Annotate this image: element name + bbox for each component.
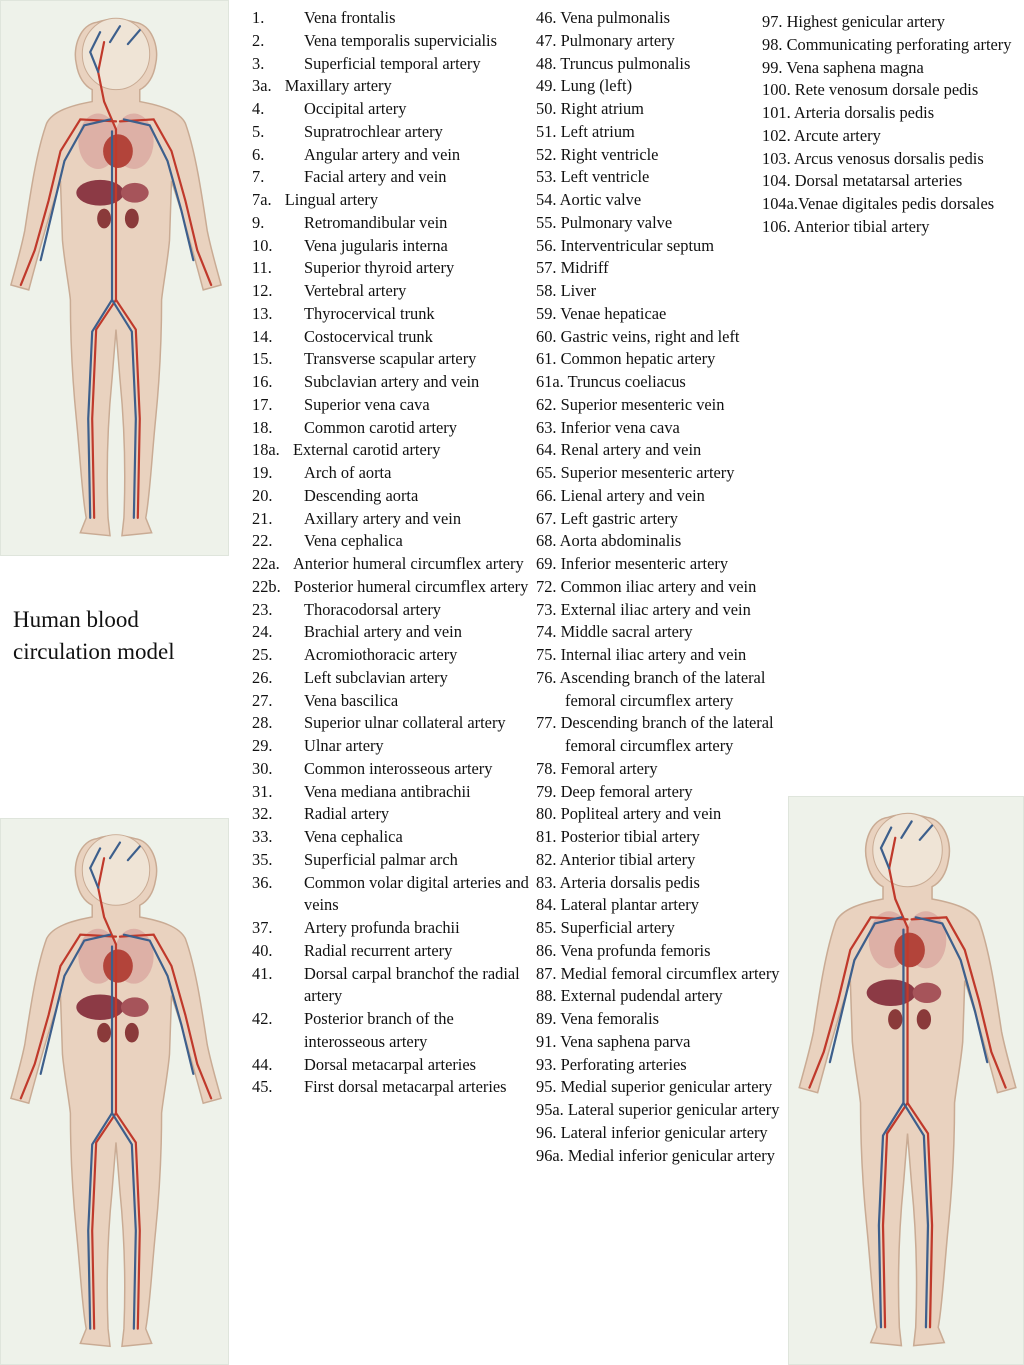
legend-item: [252, 75, 532, 98]
legend-item: [252, 7, 532, 30]
legend-item-number: 23.: [252, 599, 273, 619]
legend-item-text: Brachial artery and vein: [304, 622, 462, 642]
legend-item-number: 37.: [252, 918, 273, 937]
legend-item-number: 21.: [252, 508, 273, 528]
legend-item: 76. Ascending branch of the lateral femoral circumflex artery: [536, 667, 766, 710]
legend-item: [252, 758, 532, 781]
legend-item: [252, 576, 532, 599]
legend-item: 49. Lung (left): [536, 76, 633, 96]
legend-item-number: 9.: [252, 212, 265, 232]
legend-item-text: Radial recurrent artery: [304, 940, 453, 960]
head: [82, 18, 149, 89]
legend-item-text: Common volar digital arteries and veins: [304, 872, 529, 915]
legend-item: 103. Arcus venosus dorsalis pedis: [762, 148, 984, 168]
legend-item: 95a. Lateral superior genicular artery: [536, 1100, 780, 1119]
legend-item: 106. Anterior tibial artery: [762, 216, 930, 236]
legend-item-number: 33.: [252, 827, 273, 846]
legend-item: 81. Posterior tibial artery: [536, 827, 700, 846]
legend-item-text: Vena mediana antibrachii: [304, 781, 471, 801]
legend-item: [252, 371, 532, 394]
legend-item: [252, 1054, 532, 1077]
legend-item: 53. Left ventricle: [536, 167, 650, 187]
legend-item-text: Dorsal metacarpal arteries: [304, 1054, 477, 1074]
legend-item-number: 13.: [252, 303, 273, 323]
legend-item: [252, 599, 532, 622]
legend-item: [252, 803, 532, 826]
legend-item: [252, 508, 532, 531]
legend-item-number: 44.: [252, 1054, 273, 1074]
legend-item-number: 15.: [252, 349, 273, 369]
model-photo-bottom-right: [788, 796, 1024, 1365]
legend-item: 67. Left gastric artery: [536, 508, 678, 528]
legend-item-text: Superior ulnar collateral artery: [304, 713, 506, 733]
legend-item: 91. Vena saphena parva: [536, 1031, 691, 1051]
legend-item: 83. Arteria dorsalis pedis: [536, 872, 700, 892]
legend-item: [252, 189, 532, 212]
legend-item-text: Descending aorta: [304, 485, 419, 505]
legend-item-number: 18a.: [252, 440, 288, 460]
legend-item-number: 26.: [252, 667, 273, 687]
legend-item-number: 1.: [252, 8, 265, 27]
legend-item: 77. Descending branch of the lateral femoral circumflex artery: [536, 713, 774, 755]
legend-item-number: 17.: [252, 394, 273, 414]
legend-item-number: 16.: [252, 372, 273, 391]
legend-item-number: 42.: [252, 1009, 273, 1028]
legend-item: [252, 621, 532, 644]
legend-item: [252, 348, 532, 371]
legend-item: [252, 644, 532, 667]
legend-item: [252, 735, 532, 758]
legend-item: [252, 326, 532, 349]
legend-item-text: Maxillary artery: [284, 76, 392, 96]
heart: [894, 933, 925, 968]
legend-item: 57. Midriff: [536, 258, 609, 278]
legend-item: [252, 1076, 532, 1099]
legend-item: 59. Venae hepaticae: [536, 303, 667, 323]
legend-item-text: Vena cephalica: [304, 827, 403, 846]
legend-item-number: 22a.: [252, 554, 288, 573]
legend-item: 52. Right ventricle: [536, 144, 659, 164]
legend-item-text: Artery profunda brachii: [304, 918, 460, 937]
legend-item: 74. Middle sacral artery: [536, 622, 693, 642]
model-photo-top: [0, 0, 229, 556]
legend-item: 66. Lienal artery and vein: [536, 485, 705, 505]
legend-item: 96. Lateral inferior genicular artery: [536, 1122, 768, 1142]
legend-item: 61a. Truncus coeliacus: [536, 372, 686, 391]
legend-item: 55. Pulmonary valve: [536, 212, 673, 232]
legend-item: [252, 1008, 532, 1054]
legend-item: [252, 530, 532, 553]
legend-item: [252, 212, 532, 235]
legend-item-text: Superficial temporal artery: [304, 53, 481, 73]
legend-item: 46. Vena pulmonalis: [536, 8, 670, 27]
legend-item-text: Arch of aorta: [304, 463, 392, 482]
legend-item-number: 22b.: [252, 576, 289, 596]
legend-item-number: 11.: [252, 258, 272, 278]
legend-item: [252, 826, 532, 849]
kidney-right: [97, 209, 111, 229]
heart: [103, 949, 133, 982]
legend-item: 100. Rete venosum dorsale pedis: [762, 80, 979, 100]
legend-item-text: Ulnar artery: [304, 736, 384, 755]
legend-item: 80. Popliteal artery and vein: [536, 804, 722, 824]
legend-item-text: Supratrochlear artery: [304, 121, 443, 141]
legend-item-number: 3a.: [252, 76, 280, 96]
legend-item: [252, 485, 532, 508]
legend-item-number: 7.: [252, 167, 265, 187]
legend-item-number: 28.: [252, 713, 273, 733]
legend-item: 104a.Venae digitales pedis dorsales: [762, 194, 995, 213]
legend-item: 97. Highest genicular artery: [762, 12, 945, 31]
legend-item: 96a. Medial inferior genicular artery: [536, 1145, 775, 1165]
legend-item-number: 40.: [252, 940, 273, 960]
caption: [13, 604, 218, 668]
legend-item-text: Radial artery: [304, 804, 390, 824]
legend-item-number: 35.: [252, 849, 273, 869]
legend-column-2: [536, 7, 786, 1167]
legend-item: 65. Superior mesenteric artery: [536, 463, 735, 482]
legend-item: 78. Femoral artery: [536, 758, 658, 778]
legend-item-number: 25.: [252, 645, 273, 664]
legend-item: [252, 462, 532, 485]
stomach: [121, 997, 149, 1017]
legend-item: 79. Deep femoral artery: [536, 781, 693, 801]
legend-item: [252, 257, 532, 280]
legend-item: 75. Internal iliac artery and vein: [536, 645, 747, 664]
legend-item: [252, 963, 532, 1009]
legend-item-text: Occipital artery: [304, 99, 407, 118]
head: [82, 835, 149, 906]
legend-item-text: Posterior branch of the interosseous artery: [304, 1009, 454, 1051]
legend-item: 88. External pudendal artery: [536, 986, 723, 1006]
kidney-right: [97, 1023, 111, 1043]
legend-item-text: First dorsal metacarpal arteries: [304, 1077, 507, 1097]
legend-item-text: Acromiothoracic artery: [304, 645, 458, 664]
legend-column-3: [762, 11, 1024, 239]
legend-item-text: Vena cephalica: [304, 531, 403, 551]
legend-item: 87. Medial femoral circumflex artery: [536, 963, 780, 983]
legend-item: [252, 394, 532, 417]
legend-item-number: 31.: [252, 781, 273, 801]
legend-item-text: External carotid artery: [292, 440, 441, 460]
legend-item-number: 4.: [252, 99, 265, 118]
legend-item: [252, 940, 532, 963]
legend-item-text: Posterior humeral circumflex artery: [293, 576, 529, 596]
legend-item-text: Common interosseous artery: [304, 758, 493, 778]
legend-item: 82. Anterior tibial artery: [536, 849, 696, 869]
legend-item-number: 6.: [252, 144, 265, 164]
legend-item-number: 20.: [252, 485, 273, 505]
stomach: [913, 983, 942, 1003]
body-model-illustration: [1, 1, 228, 555]
legend-item: [252, 553, 532, 576]
legend-item-text: Vena temporalis supervicialis: [304, 30, 497, 50]
kidney-left: [917, 1009, 931, 1029]
legend-item: [252, 872, 532, 918]
legend-item: 50. Right atrium: [536, 99, 644, 118]
legend-item-number: 30.: [252, 758, 273, 778]
legend-item-text: Costocervical trunk: [304, 326, 433, 346]
legend-item-text: Vertebral artery: [304, 281, 407, 300]
legend-item-text: Angular artery and vein: [304, 144, 461, 164]
legend-item-number: 32.: [252, 804, 273, 824]
legend-item-text: Thoracodorsal artery: [304, 599, 441, 619]
legend-column-1: [252, 7, 532, 1099]
legend-item-number: 22.: [252, 531, 273, 551]
legend-item-number: 41.: [252, 963, 273, 983]
legend-item-text: Left subclavian artery: [304, 667, 448, 687]
legend-item-text: Axillary artery and vein: [304, 508, 462, 528]
kidney-left: [125, 1023, 139, 1043]
legend-item: 54. Aortic valve: [536, 190, 642, 209]
legend-item-number: 27.: [252, 690, 273, 710]
legend-item: 102. Arcute artery: [762, 125, 881, 145]
legend-item: [252, 144, 532, 167]
legend-item: 104. Dorsal metatarsal arteries: [762, 171, 963, 191]
legend-item: 72. Common iliac artery and vein: [536, 576, 757, 596]
legend-item: 58. Liver: [536, 281, 597, 300]
legend-item-text: Lingual artery: [284, 190, 379, 209]
legend-item: 86. Vena profunda femoris: [536, 940, 711, 960]
legend-item: [252, 690, 532, 713]
legend-item-text: Thyrocervical trunk: [304, 303, 435, 323]
legend-item-text: Anterior humeral circumflex artery: [292, 554, 524, 573]
legend-item: 51. Left atrium: [536, 121, 635, 141]
legend-item-number: 36.: [252, 872, 273, 892]
kidney-left: [125, 209, 139, 229]
legend-item: [252, 417, 532, 440]
legend-item-text: Superficial palmar arch: [304, 849, 458, 869]
legend-item-number: 5.: [252, 121, 265, 141]
legend-item-number: 12.: [252, 281, 273, 300]
legend-item-text: Facial artery and vein: [304, 167, 447, 187]
legend-item: 69. Inferior mesenteric artery: [536, 554, 729, 573]
legend-item-number: 18.: [252, 417, 273, 437]
legend-item: [252, 121, 532, 144]
caption-line-1: Human blood: [13, 607, 139, 632]
legend-item: 61. Common hepatic artery: [536, 349, 716, 369]
legend-item: [252, 439, 532, 462]
legend-item-number: 10.: [252, 235, 273, 255]
legend-item: [252, 712, 532, 735]
legend-item-text: Superior thyroid artery: [304, 258, 455, 278]
legend-item-text: Common carotid artery: [304, 417, 457, 437]
legend-item: 62. Superior mesenteric vein: [536, 394, 725, 414]
legend-item-number: 29.: [252, 736, 273, 755]
heart: [103, 134, 133, 168]
legend-item: 101. Arteria dorsalis pedis: [762, 103, 935, 122]
legend-item: [252, 280, 532, 303]
legend-item: [252, 917, 532, 940]
legend-item-text: Vena frontalis: [304, 8, 396, 27]
legend-item: [252, 667, 532, 690]
legend-item: [252, 98, 532, 121]
legend-item-number: 2.: [252, 30, 265, 50]
legend-item: 56. Interventricular septum: [536, 235, 714, 255]
legend-item-number: 3.: [252, 53, 265, 73]
body-model-illustration: [1, 819, 228, 1364]
legend-item-number: 24.: [252, 622, 273, 642]
legend-item: [252, 30, 532, 53]
legend-item-number: 7a.: [252, 190, 280, 209]
legend-item-text: Retromandibular vein: [304, 212, 448, 232]
stomach: [121, 183, 149, 203]
legend-item: [252, 235, 532, 258]
legend-item-text: Vena jugularis interna: [304, 235, 448, 255]
legend-item-text: Transverse scapular artery: [304, 349, 477, 369]
legend-item: [252, 781, 532, 804]
legend-item: [252, 166, 532, 189]
legend-item: 48. Truncus pulmonalis: [536, 53, 691, 73]
legend-item-text: Subclavian artery and vein: [304, 372, 480, 391]
kidney-right: [888, 1009, 902, 1029]
legend-item: [252, 849, 532, 872]
legend-item: 85. Superficial artery: [536, 918, 675, 937]
legend-item: 89. Vena femoralis: [536, 1009, 660, 1028]
legend-item: 73. External iliac artery and vein: [536, 599, 751, 619]
body-model-illustration: [789, 797, 1023, 1364]
legend-item: 95. Medial superior genicular artery: [536, 1077, 773, 1097]
legend-item: 64. Renal artery and vein: [536, 440, 702, 460]
legend-item: 68. Aorta abdominalis: [536, 531, 682, 551]
legend-item-number: 19.: [252, 463, 273, 482]
legend-item: [252, 53, 532, 76]
legend-item-number: 14.: [252, 326, 273, 346]
caption-line-2: circulation model: [13, 639, 175, 664]
legend-item: 47. Pulmonary artery: [536, 30, 675, 50]
legend-item: 93. Perforating arteries: [536, 1054, 687, 1074]
head: [873, 813, 942, 886]
legend-item-text: Vena bascilica: [304, 690, 399, 710]
legend-item: 60. Gastric veins, right and left: [536, 326, 740, 346]
legend-item-number: 45.: [252, 1077, 273, 1097]
legend-item: 63. Inferior vena cava: [536, 417, 680, 437]
model-photo-bottom-left: [0, 818, 229, 1365]
legend-item: [252, 303, 532, 326]
legend-item: 84. Lateral plantar artery: [536, 895, 699, 915]
legend-item-text: Dorsal carpal branchof the radial artery: [304, 963, 520, 1006]
legend-item-text: Superior vena cava: [304, 394, 430, 414]
legend-item: 99. Vena saphena magna: [762, 57, 924, 77]
legend-item: 98. Communicating perforating artery: [762, 34, 1012, 54]
